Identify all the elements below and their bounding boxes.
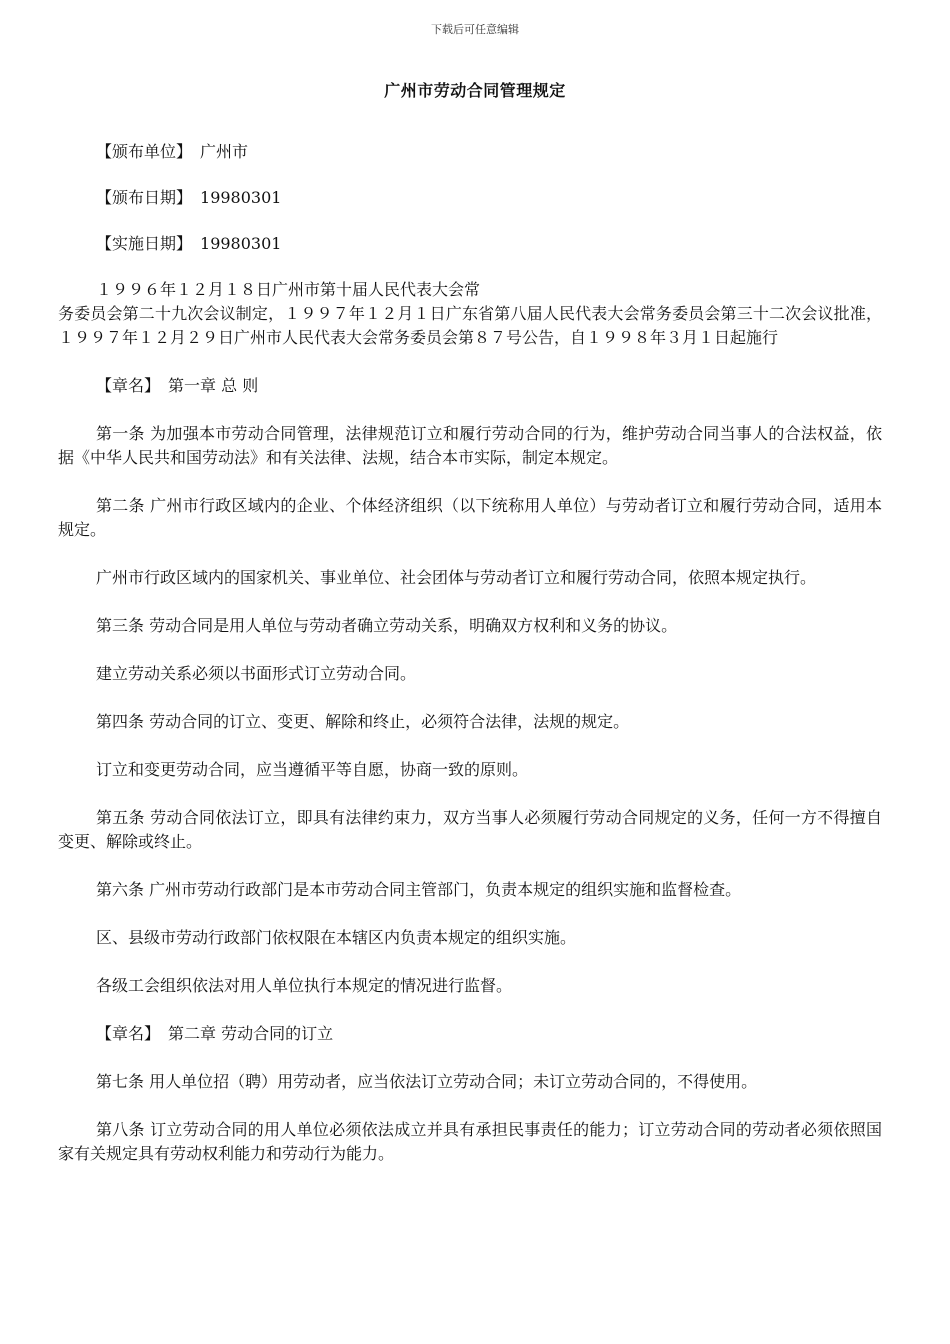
meta-value: 广州市 [200, 142, 249, 161]
article-paragraph: 广州市行政区域内的国家机关、事业单位、社会团体与劳动者订立和履行劳动合同，依照本规定执行。 [96, 568, 817, 587]
promulgation-line1: １９９６年１２月１８日广州市第十届人民代表大会常 [96, 280, 481, 299]
meta-promulgator [58, 140, 882, 164]
article-paragraph: 第四条 劳动合同的订立、变更、解除和终止，必须符合法律，法规的规定。 [96, 712, 630, 731]
chapter-heading-2 [58, 1022, 882, 1046]
chapter-label: 【章名】 [96, 376, 161, 395]
article-paragraph: 订立和变更劳动合同，应当遵循平等自愿，协商一致的原则。 [96, 760, 529, 779]
article-paragraph: 第五条 劳动合同依法订立，即具有法律约束力，双方当事人必须履行劳动合同规定的义务，任何一方不得擅自变更、解除或终止。 [58, 808, 882, 851]
article-paragraph: 第一条 为加强本市劳动合同管理，法律规范订立和履行劳动合同的行为，维护劳动合同当事人的合法权益，依据《中华人民共和国劳动法》和有关法律、法规，结合本市实际，制定本规定。 [58, 424, 882, 467]
chapter-name: 第一章 总 则 [168, 376, 259, 395]
meta-value: 19980301 [200, 188, 282, 207]
article-paragraph: 第八条 订立劳动合同的用人单位必须依法成立并具有承担民事责任的能力；订立劳动合同的劳动者必须依照国家有关规定具有劳动权利能力和劳动行为能力。 [58, 1120, 882, 1163]
article-paragraph: 各级工会组织依法对用人单位执行本规定的情况进行监督。 [96, 976, 513, 995]
article-paragraph: 区、县级市劳动行政部门依权限在本辖区内负责本规定的组织实施。 [96, 928, 577, 947]
article-paragraph: 第二条 广州市行政区域内的企业、个体经济组织（以下统称用人单位）与劳动者订立和履行劳动合同，适用本规定。 [58, 496, 882, 539]
meta-promulgation-date [58, 186, 882, 210]
meta-label: 【实施日期】 [96, 234, 193, 253]
chapter-label: 【章名】 [96, 1024, 161, 1043]
meta-value: 19980301 [200, 234, 282, 253]
chapter-name: 第二章 劳动合同的订立 [168, 1024, 334, 1043]
article-paragraph: 第三条 劳动合同是用人单位与劳动者确立劳动关系，明确双方权利和义务的协议。 [96, 616, 678, 635]
promulgation-note [58, 278, 882, 350]
chapter-heading-1 [58, 374, 882, 398]
document-title: 广州市劳动合同管理规定 [384, 81, 566, 100]
article-paragraph: 第七条 用人单位招（聘）用劳动者，应当依法订立劳动合同；未订立劳动合同的，不得使用。 [96, 1072, 758, 1091]
article-paragraph: 第六条 广州市劳动行政部门是本市劳动合同主管部门，负责本规定的组织实施和监督检查。 [96, 880, 742, 899]
document-body [58, 140, 882, 1190]
promulgation-rest: 务委员会第二十九次会议制定，１９９７年１２月１日广东省第八届人民代表大会常务委员会第三十二次会议批准，１９９７年１２月２９日广州市人民代表大会常务委员会第８７号公告，自１９９８年３月１日起施行 [58, 304, 882, 347]
meta-effective-date [58, 232, 882, 256]
article-paragraph: 建立劳动关系必须以书面形式订立劳动合同。 [96, 664, 417, 683]
header-note: 下载后可任意编辑 [431, 23, 519, 36]
meta-label: 【颁布单位】 [96, 142, 193, 161]
meta-label: 【颁布日期】 [96, 188, 193, 207]
